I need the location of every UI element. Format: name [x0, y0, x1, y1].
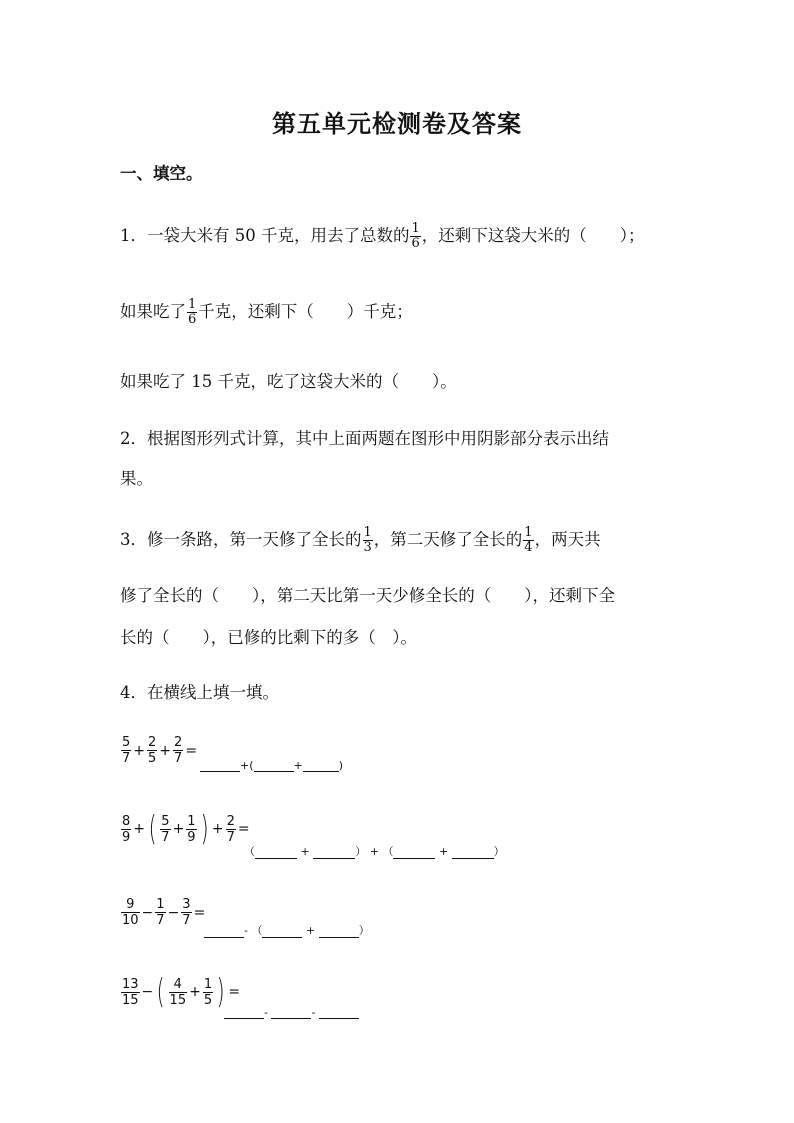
question-4-label: 4．在横线上填一填。: [120, 683, 279, 702]
q3-text-b: ，第二天修了全长的: [373, 530, 523, 549]
expression-1: $\frac{5}{7}$ + $\frac{2}{5}$ + $\frac{2}{7}$ =: [122, 735, 198, 766]
question-1-line-3: 如果吃了 15 千克，吃了这袋大米的（ ）。: [120, 372, 457, 391]
q1-text-a: 1．一袋大米有 50 千克，用去了总数的: [120, 226, 410, 245]
expression-2: $\frac{8}{9}$ + ( $\frac{5}{7}$ + $\frac{1}{9}$ ) + $\frac{2}{7}$ =: [122, 809, 250, 849]
question-2-line-1: 2．根据图形列式计算，其中上面两题在图形中用阴影部分表示出结: [120, 429, 609, 448]
answer-blanks-3[interactable]: - （ + ）: [204, 922, 370, 938]
fraction: $\frac{1}{6}$: [411, 221, 420, 251]
q1-line2-b: 千克，还剩下（ ）千克；: [198, 302, 413, 321]
answer-blanks-4[interactable]: - -: [224, 1006, 359, 1019]
q1-text-b: ，还剩下这袋大米的（ ）；: [421, 226, 645, 245]
q3-text-c: ，两天共: [534, 530, 601, 549]
q3-text-a: 3．修一条路，第一天修了全长的: [120, 530, 362, 549]
question-1-line-2: [120, 298, 413, 327]
question-3-line-2: 修了全长的（ ），第二天比第一天少修全长的（ ），还剩下全: [120, 586, 615, 605]
q1-line2-a: 如果吃了: [120, 302, 186, 321]
question-1-line-1: [120, 222, 645, 251]
fraction: $\frac{1}{3}$: [363, 525, 372, 555]
page-title: 第五单元检测卷及答案: [272, 109, 522, 138]
expression-4: $\frac{13}{15}$ − ( $\frac{4}{15}$ + $\frac{1}{5}$ ) =: [122, 972, 241, 1012]
answer-blanks-1[interactable]: +( + ): [200, 759, 343, 772]
fraction: $\frac{1}{4}$: [524, 525, 533, 555]
expression-3: $\frac{9}{10}$ − $\frac{1}{7}$ − $\frac{3}{7}$ =: [122, 897, 206, 928]
fraction: $\frac{1}{6}$: [188, 297, 197, 327]
question-3-line-1: [120, 526, 601, 555]
question-3-line-3: 长的（ ），已修的比剩下的多（ ）。: [120, 628, 417, 647]
section-heading: 一、填空。: [120, 164, 203, 183]
question-2-line-2: 果。: [120, 469, 153, 488]
answer-blanks-2[interactable]: （ + ） + （ + ）: [244, 845, 505, 858]
